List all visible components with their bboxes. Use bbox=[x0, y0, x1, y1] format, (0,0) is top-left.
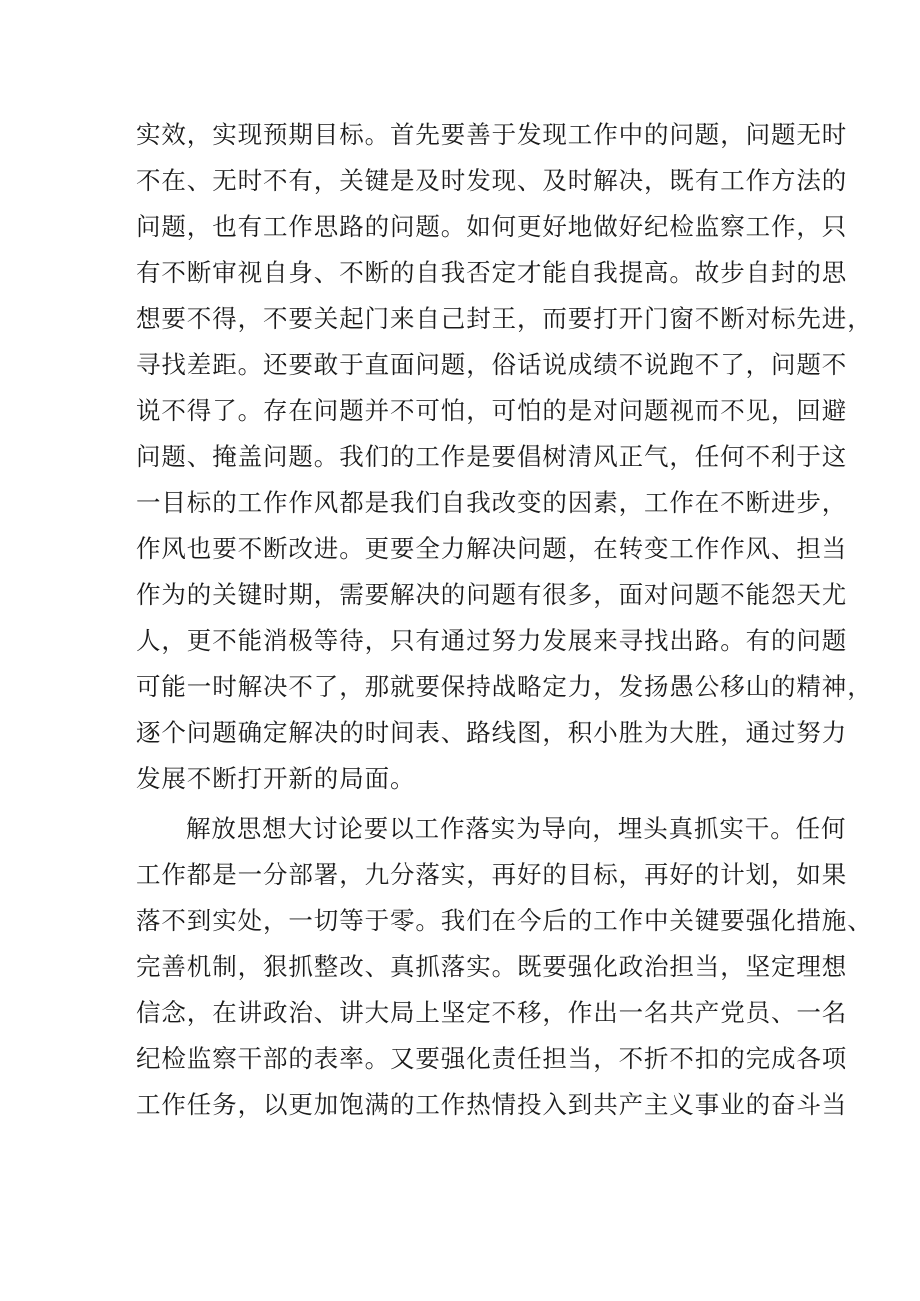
document-body bbox=[136, 112, 873, 1128]
text-line: 问题、掩盖问题。我们的工作是要倡树清风正气，任何不利于这 bbox=[136, 442, 848, 471]
text-line: 人，更不能消极等待，只有通过努力发展来寻找出路。有的问题 bbox=[136, 626, 848, 655]
text-line: 问题，也有工作思路的问题。如何更好地做好纪检监察工作，只 bbox=[136, 212, 848, 241]
text-line: 作风也要不断改进。更要全力解决问题，在转变工作作风、担当 bbox=[136, 534, 848, 563]
text-line: 工作都是一分部署，九分落实，再好的目标，再好的计划，如果 bbox=[136, 860, 848, 889]
text-line: 工作任务，以更加饱满的工作热情投入到共产主义事业的奋斗当 bbox=[136, 1090, 848, 1119]
text-line: 发展不断打开新的局面。 bbox=[136, 764, 416, 793]
text-line: 纪检监察干部的表率。又要强化责任担当，不折不扣的完成各项 bbox=[136, 1044, 848, 1073]
text-line: 完善机制，狠抓整改、真抓落实。既要强化政治担当，坚定理想 bbox=[136, 952, 848, 981]
text-line: 实效，实现预期目标。首先要善于发现工作中的问题，问题无时 bbox=[136, 120, 848, 149]
paragraph-1 bbox=[136, 112, 873, 802]
text-line: 想要不得，不要关起门来自己封王，而要打开门窗不断对标先进， bbox=[136, 304, 873, 333]
text-line: 有不断审视自身、不断的自我否定才能自我提高。故步自封的思 bbox=[136, 258, 848, 287]
text-line: 落不到实处，一切等于零。我们在今后的工作中关键要强化措施、 bbox=[136, 906, 873, 935]
text-line: 不在、无时不有，关键是及时发现、及时解决，既有工作方法的 bbox=[136, 166, 848, 195]
text-line: 说不得了。存在问题并不可怕，可怕的是对问题视而不见，回避 bbox=[136, 396, 848, 425]
text-line: 一目标的工作作风都是我们自我改变的因素，工作在不断进步， bbox=[136, 488, 848, 517]
text-line: 逐个问题确定解决的时间表、路线图，积小胜为大胜，通过努力 bbox=[136, 718, 848, 747]
text-line: 寻找差距。还要敢于直面问题，俗话说成绩不说跑不了，问题不 bbox=[136, 350, 848, 379]
text-line: 信念，在讲政治、讲大局上坚定不移，作出一名共产党员、一名 bbox=[136, 998, 848, 1027]
paragraph-2 bbox=[136, 806, 873, 1128]
text-line: 解放思想大讨论要以工作落实为导向，埋头真抓实干。任何 bbox=[186, 814, 847, 843]
text-line: 作为的关键时期，需要解决的问题有很多，面对问题不能怨天尤 bbox=[136, 580, 848, 609]
text-line: 可能一时解决不了，那就要保持战略定力，发扬愚公移山的精神， bbox=[136, 672, 873, 701]
